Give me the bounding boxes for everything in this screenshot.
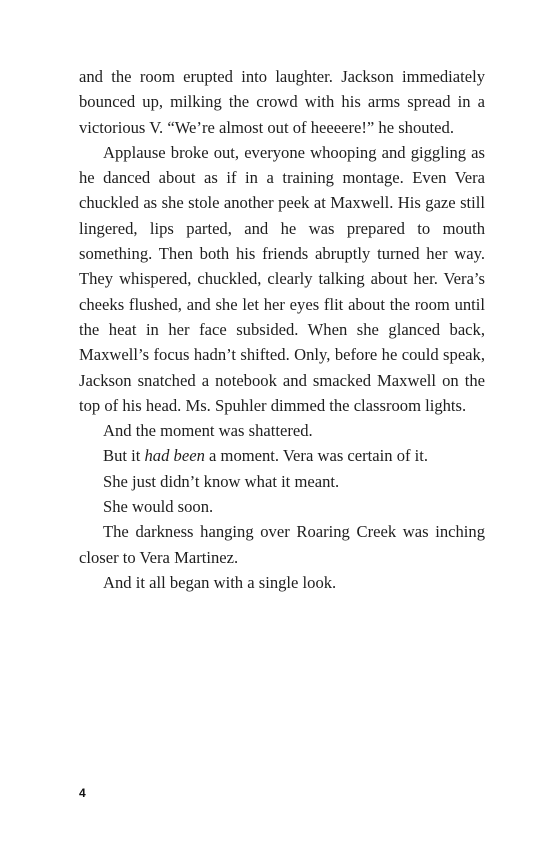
paragraph-8: And it all began with a single look.: [103, 572, 337, 592]
paragraph-2: Applause broke out, everyone whooping and giggling as he danced about as if in a training montage. Even Vera chuckled as she stole another peek at Maxwell. His gaze still lingered, lips parted, and he was prepared to mouth something. Then both his friends abruptly turned her way. They whispered, chuckled, clearly talking about her. Vera’s cheeks flushed, and she let her eyes flit about the room until the heat in her face subsided. When she glanced back, Maxwell’s focus hadn’t shifted. Only, before he could speak, Jackson snatched a notebook and smacked Maxwell on the top of his head. Ms. Spuhler dimmed the classroom lights.: [79, 142, 485, 415]
paragraph-4-emphasis: had been: [144, 446, 205, 466]
paragraph-4-after: a moment. Vera was certain of it.: [204, 446, 429, 466]
body-text: [79, 64, 485, 595]
page-number: 4: [79, 786, 86, 800]
paragraph-7: The darkness hanging over Roaring Creek was inching closer to Vera Martinez.: [79, 522, 485, 567]
paragraph-1: and the room erupted into laughter. Jackson immediately bounced up, milking the crowd with his arms spread in a victorious V. “We’re almost out of heeeere!” he shouted.: [79, 67, 485, 137]
paragraph-4: [79, 443, 485, 468]
paragraph-5: She just didn’t know what it meant.: [103, 471, 340, 491]
paragraph-4-before: But it: [103, 446, 145, 466]
paragraph-6: She would soon.: [103, 497, 214, 517]
paragraph-3: And the moment was shattered.: [103, 421, 313, 441]
